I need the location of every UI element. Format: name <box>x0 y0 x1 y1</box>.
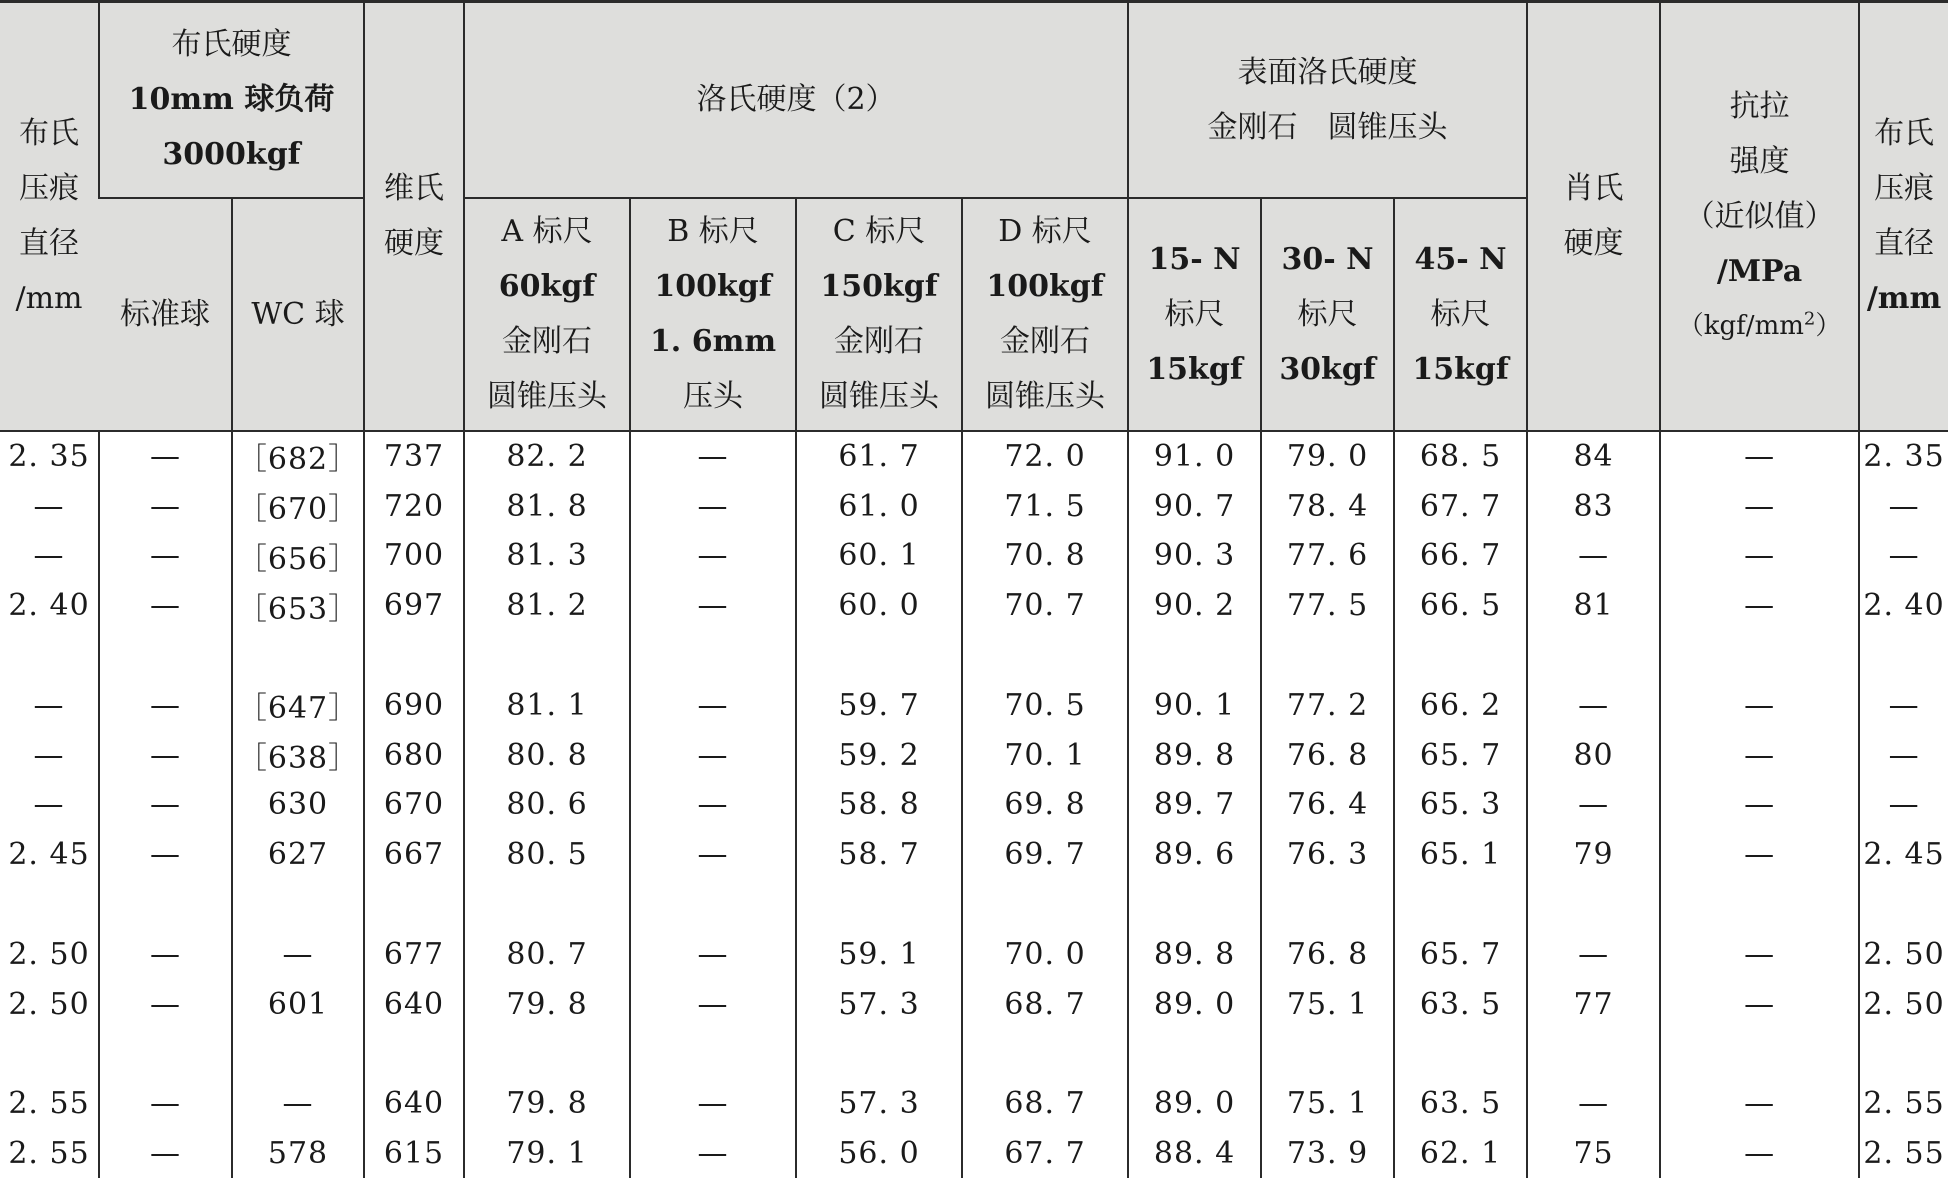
table-row <box>0 680 1948 730</box>
table-cell: 69. 8 <box>962 780 1128 830</box>
table-row-spacer <box>0 880 1948 930</box>
table-cell <box>630 631 796 681</box>
table-cell: 81. 3 <box>464 531 630 581</box>
table-cell: 83 <box>1527 481 1660 531</box>
table-cell: 2. 55 <box>8 1136 90 1172</box>
header-brinell-indent-diameter: 布氏 压痕 直径 /mm <box>0 2 99 431</box>
table-cell: — <box>1859 680 1948 730</box>
table-cell: 70. 0 <box>962 929 1128 979</box>
table-cell: 81 <box>1527 581 1660 631</box>
table-cell: 66. 2 <box>1394 680 1527 730</box>
table-cell: — <box>1527 680 1660 730</box>
table-cell: 91. 0 <box>1128 431 1261 482</box>
table-cell: 81. 2 <box>464 581 630 631</box>
header-15n-scale: 15- N 标尺 15kgf <box>1128 198 1261 431</box>
table-cell: 79. 0 <box>1261 431 1394 482</box>
table-cell <box>962 631 1128 681</box>
table-cell: — <box>630 1129 796 1178</box>
table-cell: 66. 5 <box>1394 581 1527 631</box>
table-cell: — <box>99 1129 232 1178</box>
table-cell <box>0 631 99 681</box>
table-cell: 70. 1 <box>962 730 1128 780</box>
table-cell: — <box>1660 730 1859 780</box>
table-cell: — <box>1527 1079 1660 1129</box>
table-cell <box>1394 880 1527 930</box>
table-cell: 82. 2 <box>464 431 630 482</box>
table-cell: — <box>630 581 796 631</box>
table-cell: 80. 6 <box>464 780 630 830</box>
table-cell <box>0 1029 99 1079</box>
table-cell: — <box>1660 1079 1859 1129</box>
table-cell: — <box>99 830 232 880</box>
table-cell: 60. 1 <box>796 531 962 581</box>
table-cell: ［647］ <box>232 680 364 730</box>
table-cell <box>1660 631 1859 681</box>
header-rockwell-d-scale: D 标尺 100kgf 金刚石 圆锥压头 <box>962 198 1128 431</box>
table-cell <box>1128 1029 1261 1079</box>
table-cell: 77. 6 <box>1261 531 1394 581</box>
table-cell: 2. 40 <box>8 588 90 624</box>
table-cell: ［656］ <box>232 531 364 581</box>
table-cell <box>232 631 364 681</box>
table-cell: 75. 1 <box>1261 1079 1394 1129</box>
table-cell: — <box>630 431 796 482</box>
table-cell <box>464 880 630 930</box>
table-cell: — <box>1660 929 1859 979</box>
table-cell: 2. 35 <box>8 438 90 474</box>
table-cell: 690 <box>364 680 464 730</box>
table-cell <box>796 631 962 681</box>
table-cell <box>464 1029 630 1079</box>
header-brinell-indent-diameter-right: 布氏 压痕 直径 /mm <box>1859 2 1948 431</box>
table-cell <box>99 880 232 930</box>
table-cell: ［638］ <box>232 730 364 780</box>
header-surface-rockwell-group: 表面洛氏硬度 金刚石 圆锥压头 <box>1128 2 1527 198</box>
table-cell <box>1859 880 1948 930</box>
table-cell <box>1394 1029 1527 1079</box>
table-cell: 615 <box>364 1129 464 1178</box>
table-cell: 79 <box>1527 830 1660 880</box>
header-tensile-strength: 抗拉 强度 （近似值） /MPa $(kgf/mm^2)$ <box>1660 2 1859 431</box>
table-cell <box>1261 1029 1394 1079</box>
table-cell: — <box>1660 979 1859 1029</box>
table-cell: — <box>33 538 65 574</box>
table-cell: 2. 50 <box>8 986 90 1022</box>
table-cell: — <box>99 481 232 531</box>
table-cell: 89. 7 <box>1128 780 1261 830</box>
table-cell: 78. 4 <box>1261 481 1394 531</box>
table-cell: 2. 45 <box>8 837 90 873</box>
table-cell: 63. 5 <box>1394 979 1527 1029</box>
table-row <box>0 780 1948 830</box>
table-cell: 58. 7 <box>796 830 962 880</box>
table-cell: 89. 8 <box>1128 929 1261 979</box>
table-cell: — <box>630 680 796 730</box>
table-cell: — <box>33 687 65 723</box>
table-cell: 720 <box>364 481 464 531</box>
header-rockwell-b-scale: B 标尺 100kgf 1. 6mm 压头 <box>630 198 796 431</box>
table-cell: — <box>630 830 796 880</box>
table-cell: 58. 8 <box>796 780 962 830</box>
table-row <box>0 1079 1948 1129</box>
table-cell: 62. 1 <box>1394 1129 1527 1178</box>
table-cell: — <box>232 1079 364 1129</box>
table-cell: 65. 7 <box>1394 929 1527 979</box>
table-cell: — <box>99 780 232 830</box>
table-cell: 2. 40 <box>1859 581 1948 631</box>
table-row <box>0 581 1948 631</box>
header-rockwell-a-scale: A 标尺 60kgf 金刚石 圆锥压头 <box>464 198 630 431</box>
table-cell: — <box>630 929 796 979</box>
table-cell <box>1660 880 1859 930</box>
table-cell: — <box>630 531 796 581</box>
table-cell: 65. 1 <box>1394 830 1527 880</box>
table-cell: — <box>1859 531 1948 581</box>
table-cell: — <box>99 979 232 1029</box>
table-cell <box>232 1029 364 1079</box>
table-cell: 627 <box>232 830 364 880</box>
table-cell <box>1261 631 1394 681</box>
table-cell: 697 <box>364 581 464 631</box>
table-cell: 80 <box>1527 730 1660 780</box>
table-cell: 60. 0 <box>796 581 962 631</box>
table-row <box>0 481 1948 531</box>
table-cell: — <box>1660 481 1859 531</box>
table-cell <box>232 880 364 930</box>
table-cell: — <box>1660 780 1859 830</box>
table-cell: 2. 50 <box>1859 979 1948 1029</box>
table-body <box>0 431 1948 1178</box>
table-cell: — <box>1527 531 1660 581</box>
table-row <box>0 830 1948 880</box>
table-cell: 80. 7 <box>464 929 630 979</box>
table-cell: — <box>33 737 65 773</box>
table-cell: 667 <box>364 830 464 880</box>
table-cell: 601 <box>232 979 364 1029</box>
header-vickers-hardness: 维氏 硬度 <box>364 2 464 431</box>
table-cell: 59. 1 <box>796 929 962 979</box>
table-cell <box>1128 631 1261 681</box>
table-cell: 90. 7 <box>1128 481 1261 531</box>
table-cell: — <box>1527 929 1660 979</box>
table-cell: — <box>33 787 65 823</box>
table-cell: 61. 0 <box>796 481 962 531</box>
table-cell: — <box>630 1079 796 1129</box>
table-cell: 66. 7 <box>1394 531 1527 581</box>
table-cell <box>99 1029 232 1079</box>
table-cell <box>364 631 464 681</box>
table-cell: — <box>1859 730 1948 780</box>
table-cell: 90. 3 <box>1128 531 1261 581</box>
table-cell <box>1527 880 1660 930</box>
table-cell: 79. 8 <box>464 979 630 1029</box>
table-cell: 76. 4 <box>1261 780 1394 830</box>
table-cell: 70. 7 <box>962 581 1128 631</box>
table-cell: 680 <box>364 730 464 780</box>
table-cell: ［682］ <box>232 431 364 482</box>
table-cell: 57. 3 <box>796 979 962 1029</box>
table-cell <box>630 1029 796 1079</box>
table-cell: 80. 5 <box>464 830 630 880</box>
table-cell <box>1859 631 1948 681</box>
table-cell: 70. 8 <box>962 531 1128 581</box>
table-cell: — <box>1660 680 1859 730</box>
table-cell: 57. 3 <box>796 1079 962 1129</box>
table-cell: — <box>1660 431 1859 482</box>
table-cell: 677 <box>364 929 464 979</box>
table-cell: 77. 2 <box>1261 680 1394 730</box>
table-cell: 89. 8 <box>1128 730 1261 780</box>
table-cell: 89. 0 <box>1128 979 1261 1029</box>
table-cell <box>364 1029 464 1079</box>
table-cell: 79. 8 <box>464 1079 630 1129</box>
table-cell: 76. 8 <box>1261 929 1394 979</box>
table-cell: 75 <box>1527 1129 1660 1178</box>
table-cell <box>1261 880 1394 930</box>
table-cell <box>1859 1029 1948 1079</box>
table-row <box>0 929 1948 979</box>
table-cell: 68. 5 <box>1394 431 1527 482</box>
table-cell: 61. 7 <box>796 431 962 482</box>
table-cell: — <box>1660 581 1859 631</box>
table-cell: 89. 0 <box>1128 1079 1261 1129</box>
table-cell: 84 <box>1527 431 1660 482</box>
table-cell: 640 <box>364 1079 464 1129</box>
table-cell: 2. 50 <box>1859 929 1948 979</box>
table-cell: 73. 9 <box>1261 1129 1394 1178</box>
table-cell: 68. 7 <box>962 979 1128 1029</box>
table-cell: ［670］ <box>232 481 364 531</box>
table-cell: — <box>99 531 232 581</box>
header-rockwell-c-scale: C 标尺 150kgf 金刚石 圆锥压头 <box>796 198 962 431</box>
table-cell: — <box>1660 1129 1859 1178</box>
table-cell <box>464 631 630 681</box>
table-cell: 81. 1 <box>464 680 630 730</box>
table-cell: — <box>99 730 232 780</box>
table-cell: ［653］ <box>232 581 364 631</box>
table-cell: 90. 2 <box>1128 581 1261 631</box>
table-cell: 2. 50 <box>8 936 90 972</box>
table-cell: 89. 6 <box>1128 830 1261 880</box>
table-cell: 71. 5 <box>962 481 1128 531</box>
table-cell: 700 <box>364 531 464 581</box>
table-row <box>0 1129 1948 1178</box>
table-cell: 80. 8 <box>464 730 630 780</box>
table-row <box>0 979 1948 1029</box>
table-cell: 2. 55 <box>1859 1079 1948 1129</box>
table-cell: — <box>99 581 232 631</box>
table-cell: 79. 1 <box>464 1129 630 1178</box>
table-cell: 77. 5 <box>1261 581 1394 631</box>
table-cell: 88. 4 <box>1128 1129 1261 1178</box>
header-shore-hardness: 肖氏 硬度 <box>1527 2 1660 431</box>
table-row-spacer <box>0 631 1948 681</box>
header-30n-scale: 30- N 标尺 30kgf <box>1261 198 1394 431</box>
table-cell <box>630 880 796 930</box>
table-cell: 75. 1 <box>1261 979 1394 1029</box>
table-cell: 70. 5 <box>962 680 1128 730</box>
table-cell <box>1527 1029 1660 1079</box>
table-cell <box>1660 1029 1859 1079</box>
table-cell: 59. 7 <box>796 680 962 730</box>
table-cell: 2. 35 <box>1859 431 1948 482</box>
table-cell: 65. 7 <box>1394 730 1527 780</box>
table-cell: — <box>232 929 364 979</box>
table-cell: 81. 8 <box>464 481 630 531</box>
table-cell <box>1128 880 1261 930</box>
table-cell: — <box>1859 481 1948 531</box>
table-cell: 2. 45 <box>1859 830 1948 880</box>
header-45n-scale: 45- N 标尺 15kgf <box>1394 198 1527 431</box>
header-wc-ball: WC 球 <box>232 198 364 431</box>
header-standard-ball: 标准球 <box>99 198 232 431</box>
table-cell: 737 <box>364 431 464 482</box>
table-cell: 65. 3 <box>1394 780 1527 830</box>
table-cell: 56. 0 <box>796 1129 962 1178</box>
table-cell: — <box>99 1079 232 1129</box>
table-cell: 69. 7 <box>962 830 1128 880</box>
table-cell: 76. 8 <box>1261 730 1394 780</box>
table-row-spacer <box>0 1029 1948 1079</box>
table-cell: 2. 55 <box>1859 1129 1948 1178</box>
table-cell <box>1394 631 1527 681</box>
table-cell <box>0 880 99 930</box>
table-cell: — <box>630 979 796 1029</box>
table-cell: 77 <box>1527 979 1660 1029</box>
table-cell: — <box>1859 780 1948 830</box>
table-cell: 578 <box>232 1129 364 1178</box>
table-cell: — <box>99 680 232 730</box>
header-brinell-hardness-group: 布氏硬度 10mm 球负荷 3000kgf <box>99 2 364 198</box>
table-cell <box>796 880 962 930</box>
table-cell <box>99 631 232 681</box>
table-cell: 67. 7 <box>962 1129 1128 1178</box>
table-cell: — <box>1527 780 1660 830</box>
table-cell <box>1527 631 1660 681</box>
table-cell: — <box>630 730 796 780</box>
table-cell <box>962 880 1128 930</box>
table-cell: 630 <box>232 780 364 830</box>
table-cell: 640 <box>364 979 464 1029</box>
table-cell: 67. 7 <box>1394 481 1527 531</box>
table-row <box>0 531 1948 581</box>
table-cell: — <box>99 431 232 482</box>
header-rockwell-group: 洛氏硬度（2） <box>464 2 1128 198</box>
table-cell <box>364 880 464 930</box>
table-cell <box>962 1029 1128 1079</box>
table-cell: 72. 0 <box>962 431 1128 482</box>
table-header <box>0 2 1948 431</box>
table-row <box>0 431 1948 482</box>
table-cell: 63. 5 <box>1394 1079 1527 1129</box>
table-cell: 90. 1 <box>1128 680 1261 730</box>
table-cell: 670 <box>364 780 464 830</box>
table-cell: 68. 7 <box>962 1079 1128 1129</box>
table-cell: — <box>99 929 232 979</box>
table-cell: — <box>630 481 796 531</box>
table-cell: — <box>1660 830 1859 880</box>
table-cell: 59. 2 <box>796 730 962 780</box>
table-row <box>0 730 1948 780</box>
table-cell <box>796 1029 962 1079</box>
table-cell: 2. 55 <box>8 1086 90 1122</box>
table-cell: — <box>33 488 65 524</box>
table-cell: 76. 3 <box>1261 830 1394 880</box>
table-cell: — <box>1660 531 1859 581</box>
table-cell: — <box>630 780 796 830</box>
